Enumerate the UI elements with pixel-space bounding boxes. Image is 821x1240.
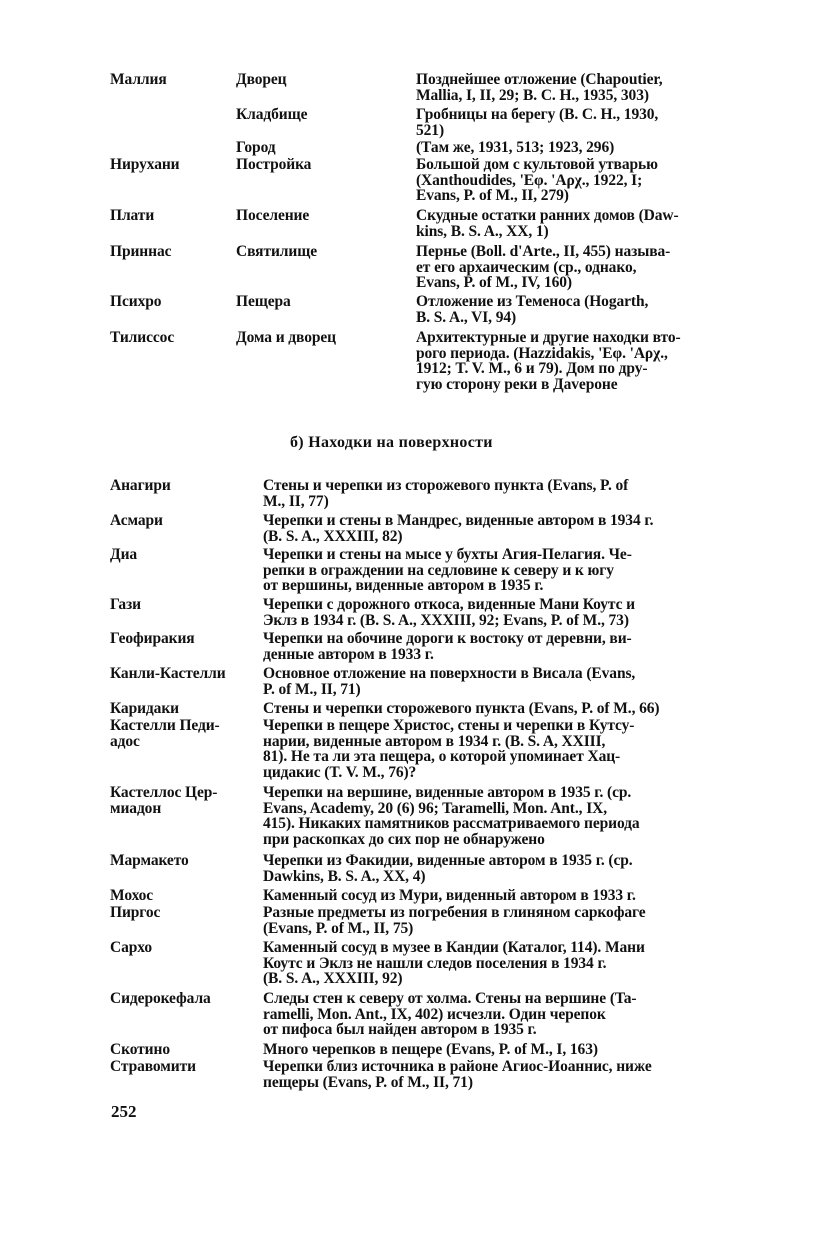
site-name: Тилиссос bbox=[110, 329, 175, 346]
site-description: Каменный сосуд в музее в Кандии (Каталог, 114). Мани Коутс и Эклз не нашли следов поселения в 1934 г. (B. S. A., XXXIII, 92) bbox=[263, 939, 645, 988]
site-description: Каменный сосуд из Мури, виденный автором в 1933 г. bbox=[263, 887, 636, 904]
site-type: Дворец bbox=[236, 71, 287, 88]
site-description: Черепки близ источника в районе Агиос-Иоаннис, ниже пещеры (Evans, P. of M., II, 71) bbox=[263, 1058, 652, 1091]
site-name: Асмари bbox=[110, 512, 163, 529]
site-name: Сидерокефала bbox=[110, 990, 211, 1007]
site-description: Архитектурные и другие находки вто- рого периода. (Hazzidakis, 'Εφ. 'Αρχ., 1912; T. V. M., 6 и 79). Дом по дру- гую сторону реки в Даvероне bbox=[416, 329, 681, 393]
site-description: Черепки и стены на мысе у бухты Агия-Пелагия. Че- репки в ограждении на седловине к северу и к югу от вершины, виденные автором в 1935 г. bbox=[263, 546, 632, 595]
site-description: Стены и черепки сторожевого пункта (Evans, P. of M., 66) bbox=[263, 700, 660, 717]
site-name: Пиргос bbox=[110, 904, 161, 921]
site-name: Мармакето bbox=[110, 852, 189, 869]
site-name: Кастелли Педи- адос bbox=[110, 717, 220, 750]
site-type: Поселение bbox=[236, 207, 310, 224]
site-description: (Там же, 1931, 513; 1923, 296) bbox=[416, 139, 615, 156]
site-name: Скотино bbox=[110, 1041, 170, 1058]
site-description: Основное отложение на поверхности в Висала (Evans, P. of M., II, 71) bbox=[263, 665, 636, 698]
site-description: Отложение из Теменоса (Hogarth, B. S. A., VI, 94) bbox=[416, 293, 649, 326]
site-type: Дома и дворец bbox=[236, 329, 336, 346]
site-description: Черепки на вершине, виденные автором в 1935 г. (ср. Evans, Academy, 20 (6) 96; Taramelli, Mon. Ant., IX, 415). Никаких памятников рассматриваемого периода при раскопках до сих пор не обнаружено bbox=[263, 784, 640, 848]
site-name: Психро bbox=[110, 293, 162, 310]
site-name: Анагири bbox=[110, 477, 171, 494]
site-type: Город bbox=[236, 139, 276, 156]
site-name: Гази bbox=[110, 596, 142, 613]
site-name: Геофиракия bbox=[110, 630, 195, 647]
site-description: Черепки в пещере Христос, стены и черепки в Кутсу- нарии, виденные автором в 1934 г. (B. S. A, XXIII, 81). Не та ли эта пещера, о которой упоминает Хац- цидакис (T. V. M., 76)? bbox=[263, 717, 635, 781]
site-name: Стравомити bbox=[110, 1058, 196, 1075]
site-description: Большой дом с культовой утварью (Xanthoudides, 'Εφ. 'Αρχ., 1922, I; Evans, P. of M., II, 279) bbox=[416, 156, 658, 205]
site-name: Плати bbox=[110, 207, 155, 224]
site-type: Святилище bbox=[236, 243, 317, 260]
site-description: Черепки с дорожного откоса, виденные Мани Коутс и Эклз в 1934 г. (B. S. A., XXXIII, 92; Evans, P. of M., 73) bbox=[263, 596, 635, 629]
site-description: Пернье (Boll. d'Arte., II, 455) называ- ет его архаическим (ср., однако, Evans, P. of M., IV, 160) bbox=[416, 243, 671, 292]
site-type: Постройка bbox=[236, 156, 312, 173]
site-description: Гробницы на берегу (B. C. H., 1930, 521) bbox=[416, 106, 659, 139]
site-description: Черепки из Факидии, виденные автором в 1935 г. (ср. Dawkins, B. S. A., XX, 4) bbox=[263, 852, 633, 885]
site-type: Кладбище bbox=[236, 106, 308, 123]
site-description: Стены и черепки из сторожевого пункта (Evans, P. of M., II, 77) bbox=[263, 477, 629, 510]
page-number: 252 bbox=[111, 1102, 137, 1121]
site-name: Маллия bbox=[110, 71, 167, 88]
site-name: Мохос bbox=[110, 887, 154, 904]
site-type: Пещера bbox=[236, 293, 291, 310]
site-name: Каридаки bbox=[110, 700, 179, 717]
site-description: Разные предметы из погребения в глиняном саркофаге (Evans, P. of M., II, 75) bbox=[263, 904, 646, 937]
site-name: Канли-Кастелли bbox=[110, 665, 226, 682]
site-name: Диа bbox=[110, 546, 138, 563]
site-description: Черепки и стены в Мандрес, виденные автором в 1934 г. (B. S. A., XXXIII, 82) bbox=[263, 512, 654, 545]
site-name: Кастеллос Цер- миадон bbox=[110, 784, 218, 817]
site-name: Приннас bbox=[110, 243, 172, 260]
section-title: б) Находки на поверхности bbox=[290, 434, 493, 451]
site-description: Много черепков в пещере (Evans, P. of M., I, 163) bbox=[263, 1041, 598, 1058]
site-name: Сархо bbox=[110, 939, 152, 956]
site-description: Следы стен к северу от холма. Стены на вершине (Ta- ramelli, Mon. Ant., IX, 402) исчезли. Один черепок от пифоса был найден автором в 1935 г. bbox=[263, 990, 637, 1039]
site-description: Позднейшее отложение (Chapoutier, Mallia, I, II, 29; B. C. H., 1935, 303) bbox=[416, 71, 663, 104]
site-description: Черепки на обочине дороги к востоку от деревни, ви- денные автором в 1933 г. bbox=[263, 630, 632, 663]
site-name: Нирухани bbox=[110, 156, 180, 173]
site-description: Скудные остатки ранних домов (Daw- kins, B. S. A., XX, 1) bbox=[416, 207, 679, 240]
